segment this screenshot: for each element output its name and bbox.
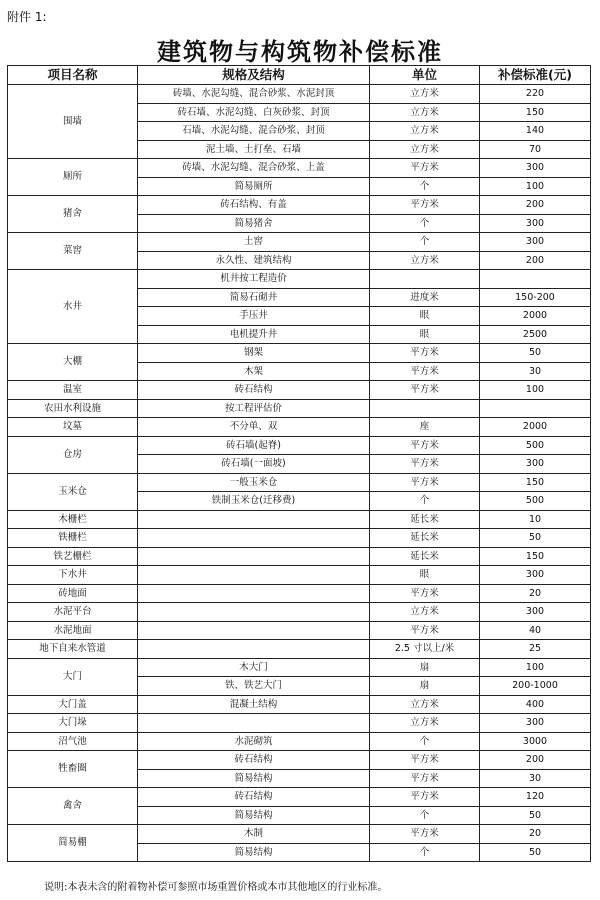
table-row xyxy=(8,566,591,585)
unit-cell: 平方米 xyxy=(370,825,480,844)
unit-cell: 平方米 xyxy=(370,381,480,400)
spec-cell xyxy=(138,529,370,548)
table-row xyxy=(8,788,591,807)
unit-cell: 平方米 xyxy=(370,621,480,640)
table-row xyxy=(8,603,591,622)
unit-cell: 眼 xyxy=(370,307,480,326)
spec-cell xyxy=(138,547,370,566)
standard-cell: 300 xyxy=(480,159,591,178)
spec-cell: 砖石墙(起脊) xyxy=(138,436,370,455)
spec-cell: 砖石结构 xyxy=(138,751,370,770)
standard-cell: 50 xyxy=(480,843,591,862)
unit-cell: 个 xyxy=(370,492,480,511)
standard-cell: 200 xyxy=(480,251,591,270)
compensation-table xyxy=(7,65,591,862)
spec-cell: 简易石砌井 xyxy=(138,288,370,307)
standard-cell xyxy=(480,270,591,289)
unit-cell: 眼 xyxy=(370,325,480,344)
spec-cell: 砖墙、水泥勾缝、混合砂浆、水泥封顶 xyxy=(138,85,370,104)
item-name-cell: 下水井 xyxy=(8,566,138,585)
unit-cell: 平方米 xyxy=(370,362,480,381)
unit-cell: 立方米 xyxy=(370,122,480,141)
header-spec: 规格及结构 xyxy=(138,66,370,85)
unit-cell: 个 xyxy=(370,806,480,825)
standard-cell: 500 xyxy=(480,492,591,511)
standard-cell: 200 xyxy=(480,196,591,215)
unit-cell: 立方米 xyxy=(370,695,480,714)
standard-cell: 50 xyxy=(480,344,591,363)
unit-cell: 立方米 xyxy=(370,603,480,622)
standard-cell: 100 xyxy=(480,381,591,400)
spec-cell: 电机提升井 xyxy=(138,325,370,344)
standard-cell: 3000 xyxy=(480,732,591,751)
standard-cell: 150 xyxy=(480,103,591,122)
standard-cell: 100 xyxy=(480,658,591,677)
unit-cell: 平方米 xyxy=(370,751,480,770)
item-name-cell: 大门盖 xyxy=(8,695,138,714)
table-row xyxy=(8,695,591,714)
table-row xyxy=(8,640,591,659)
item-name-cell: 砖地面 xyxy=(8,584,138,603)
unit-cell: 立方米 xyxy=(370,714,480,733)
spec-cell xyxy=(138,640,370,659)
spec-cell xyxy=(138,510,370,529)
item-name-cell: 农田水利设施 xyxy=(8,399,138,418)
unit-cell: 立方米 xyxy=(370,251,480,270)
unit-cell: 进度米 xyxy=(370,288,480,307)
item-name-cell: 大门 xyxy=(8,658,138,695)
spec-cell xyxy=(138,603,370,622)
standard-cell: 40 xyxy=(480,621,591,640)
table-row xyxy=(8,344,591,363)
standard-cell: 300 xyxy=(480,714,591,733)
standard-cell: 20 xyxy=(480,825,591,844)
unit-cell: 立方米 xyxy=(370,85,480,104)
unit-cell: 平方米 xyxy=(370,473,480,492)
table-row xyxy=(8,510,591,529)
standard-cell: 30 xyxy=(480,769,591,788)
unit-cell: 个 xyxy=(370,843,480,862)
unit-cell xyxy=(370,270,480,289)
table-row xyxy=(8,732,591,751)
standard-cell: 50 xyxy=(480,806,591,825)
unit-cell: 延长米 xyxy=(370,547,480,566)
item-name-cell: 玉米仓 xyxy=(8,473,138,510)
spec-cell xyxy=(138,621,370,640)
unit-cell: 平方米 xyxy=(370,196,480,215)
table-row xyxy=(8,399,591,418)
unit-cell: 个 xyxy=(370,214,480,233)
standard-cell: 200 xyxy=(480,751,591,770)
standard-cell: 300 xyxy=(480,233,591,252)
spec-cell: 土窖 xyxy=(138,233,370,252)
unit-cell: 立方米 xyxy=(370,140,480,159)
spec-cell: 铁制玉米仓(迁移费) xyxy=(138,492,370,511)
standard-cell: 500 xyxy=(480,436,591,455)
spec-cell: 混凝土结构 xyxy=(138,695,370,714)
table-row xyxy=(8,825,591,844)
unit-cell: 平方米 xyxy=(370,788,480,807)
table-row xyxy=(8,233,591,252)
item-name-cell: 铁栅栏 xyxy=(8,529,138,548)
table-row xyxy=(8,436,591,455)
spec-cell: 简易厕所 xyxy=(138,177,370,196)
unit-cell: 2.5 寸以上/米 xyxy=(370,640,480,659)
table-row xyxy=(8,529,591,548)
item-name-cell: 水泥平台 xyxy=(8,603,138,622)
spec-cell: 钢架 xyxy=(138,344,370,363)
unit-cell: 延长米 xyxy=(370,529,480,548)
table-row xyxy=(8,196,591,215)
unit-cell: 平方米 xyxy=(370,436,480,455)
footnote: 说明:本表未含的附着物补偿可参照市场重置价格或本市其他地区的行业标准。 xyxy=(44,882,388,893)
spec-cell: 不分单、双 xyxy=(138,418,370,437)
spec-cell: 简易结构 xyxy=(138,769,370,788)
standard-cell xyxy=(480,399,591,418)
standard-cell: 400 xyxy=(480,695,591,714)
unit-cell: 平方米 xyxy=(370,159,480,178)
table-row xyxy=(8,270,591,289)
item-name-cell: 铁艺栅栏 xyxy=(8,547,138,566)
item-name-cell: 坟墓 xyxy=(8,418,138,437)
spec-cell: 木制 xyxy=(138,825,370,844)
standard-cell: 30 xyxy=(480,362,591,381)
unit-cell: 个 xyxy=(370,177,480,196)
attachment-label: 附件 1: xyxy=(7,10,47,24)
item-name-cell: 仓房 xyxy=(8,436,138,473)
unit-cell xyxy=(370,399,480,418)
unit-cell: 平方米 xyxy=(370,584,480,603)
standard-cell: 70 xyxy=(480,140,591,159)
unit-cell: 立方米 xyxy=(370,103,480,122)
unit-cell: 平方米 xyxy=(370,769,480,788)
table-row xyxy=(8,714,591,733)
header-unit: 单位 xyxy=(370,66,480,85)
item-name-cell: 大棚 xyxy=(8,344,138,381)
item-name-cell: 猪舍 xyxy=(8,196,138,233)
table-row xyxy=(8,547,591,566)
unit-cell: 延长米 xyxy=(370,510,480,529)
standard-cell: 300 xyxy=(480,603,591,622)
table-row xyxy=(8,584,591,603)
header-item-name: 项目名称 xyxy=(8,66,138,85)
standard-cell: 300 xyxy=(480,214,591,233)
spec-cell: 简易结构 xyxy=(138,806,370,825)
standard-cell: 100 xyxy=(480,177,591,196)
spec-cell: 砖墙、水泥勾缝、混合砂浆、上盖 xyxy=(138,159,370,178)
spec-cell: 木大门 xyxy=(138,658,370,677)
standard-cell: 200-1000 xyxy=(480,677,591,696)
spec-cell: 简易结构 xyxy=(138,843,370,862)
table-row xyxy=(8,751,591,770)
table-row xyxy=(8,418,591,437)
table-body xyxy=(8,85,591,862)
spec-cell: 简易猪舍 xyxy=(138,214,370,233)
item-name-cell: 牲畜圈 xyxy=(8,751,138,788)
unit-cell: 个 xyxy=(370,233,480,252)
standard-cell: 150 xyxy=(480,473,591,492)
spec-cell: 木架 xyxy=(138,362,370,381)
spec-cell xyxy=(138,566,370,585)
table-row xyxy=(8,85,591,104)
spec-cell: 一般玉米仓 xyxy=(138,473,370,492)
spec-cell: 铁、铁艺大门 xyxy=(138,677,370,696)
spec-cell: 永久性、建筑结构 xyxy=(138,251,370,270)
unit-cell: 个 xyxy=(370,732,480,751)
spec-cell: 石墙、水泥勾缝、混合砂浆、封顶 xyxy=(138,122,370,141)
standard-cell: 300 xyxy=(480,566,591,585)
standard-cell: 120 xyxy=(480,788,591,807)
item-name-cell: 简易棚 xyxy=(8,825,138,862)
unit-cell: 平方米 xyxy=(370,344,480,363)
spec-cell: 砖石结构 xyxy=(138,381,370,400)
spec-cell: 砖石墙(一面坡) xyxy=(138,455,370,474)
table-row xyxy=(8,473,591,492)
item-name-cell: 大门垛 xyxy=(8,714,138,733)
standard-cell: 150 xyxy=(480,547,591,566)
unit-cell: 扇 xyxy=(370,658,480,677)
page-title: 建筑物与构筑物补偿标准 xyxy=(157,37,443,66)
spec-cell: 水泥砌筑 xyxy=(138,732,370,751)
spec-cell xyxy=(138,714,370,733)
spec-cell: 砖石结构 xyxy=(138,788,370,807)
item-name-cell: 水泥地面 xyxy=(8,621,138,640)
unit-cell: 扇 xyxy=(370,677,480,696)
spec-cell xyxy=(138,584,370,603)
item-name-cell: 厕所 xyxy=(8,159,138,196)
standard-cell: 140 xyxy=(480,122,591,141)
item-name-cell: 菜窖 xyxy=(8,233,138,270)
item-name-cell: 地下自来水管道 xyxy=(8,640,138,659)
unit-cell: 平方米 xyxy=(370,455,480,474)
item-name-cell: 沼气池 xyxy=(8,732,138,751)
item-name-cell: 木栅栏 xyxy=(8,510,138,529)
table-row xyxy=(8,621,591,640)
table-row xyxy=(8,658,591,677)
standard-cell: 20 xyxy=(480,584,591,603)
spec-cell: 砖石墙、水泥勾缝、白灰砂浆、封顶 xyxy=(138,103,370,122)
standard-cell: 150-200 xyxy=(480,288,591,307)
standard-cell: 50 xyxy=(480,529,591,548)
spec-cell: 砖石结构、有盖 xyxy=(138,196,370,215)
spec-cell: 按工程评估价 xyxy=(138,399,370,418)
standard-cell: 10 xyxy=(480,510,591,529)
standard-cell: 2000 xyxy=(480,307,591,326)
table-row xyxy=(8,159,591,178)
item-name-cell: 围墙 xyxy=(8,85,138,159)
standard-cell: 2000 xyxy=(480,418,591,437)
header-standard: 补偿标准(元) xyxy=(480,66,591,85)
spec-cell: 手压井 xyxy=(138,307,370,326)
standard-cell: 300 xyxy=(480,455,591,474)
item-name-cell: 禽舍 xyxy=(8,788,138,825)
item-name-cell: 温室 xyxy=(8,381,138,400)
unit-cell: 座 xyxy=(370,418,480,437)
standard-cell: 220 xyxy=(480,85,591,104)
item-name-cell: 水井 xyxy=(8,270,138,344)
spec-cell: 机井按工程造价 xyxy=(138,270,370,289)
table-row xyxy=(8,381,591,400)
table-header-row xyxy=(8,66,591,85)
unit-cell: 眼 xyxy=(370,566,480,585)
standard-cell: 2500 xyxy=(480,325,591,344)
spec-cell: 泥土墙、土打垒、石墙 xyxy=(138,140,370,159)
standard-cell: 25 xyxy=(480,640,591,659)
